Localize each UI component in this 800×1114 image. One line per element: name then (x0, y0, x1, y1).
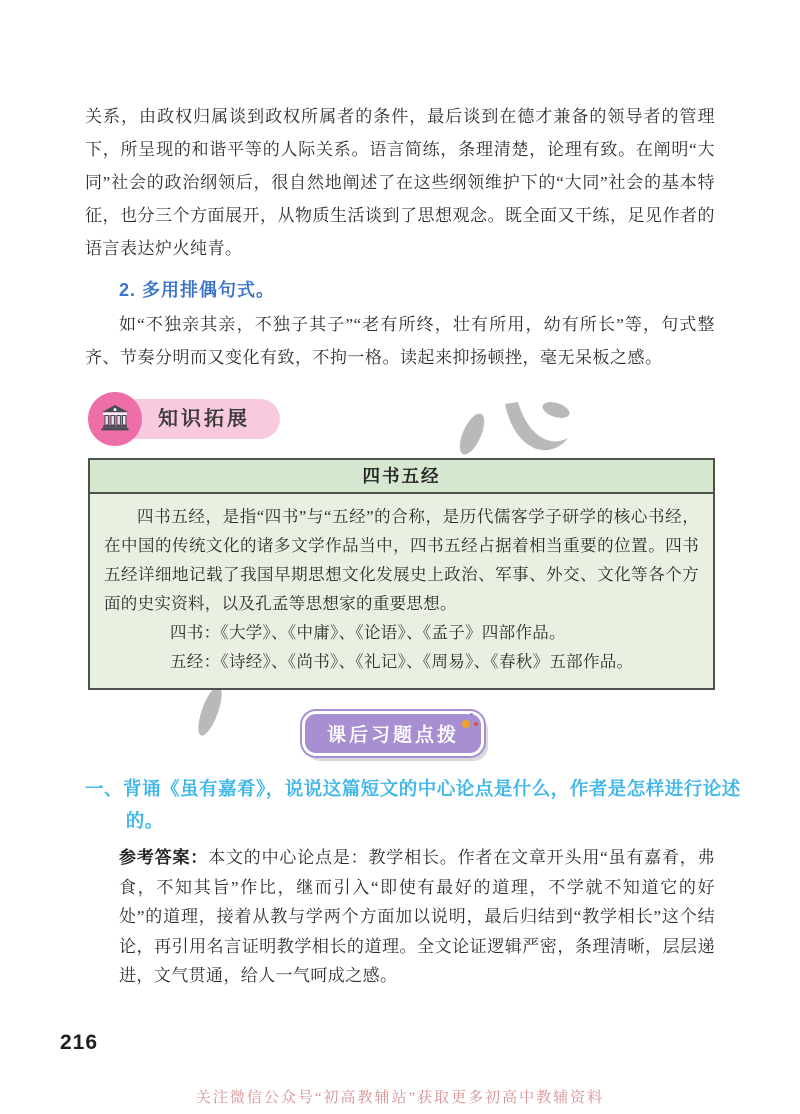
question-1-text: 背诵《虽有嘉肴》，说说这篇短文的中心论点是什么，作者是怎样进行论述的。 (123, 778, 741, 831)
analysis-paragraph-1: 关系，由政权归属谈到政权所属者的条件，最后谈到在德才兼备的领导者的管理下，所呈现的和谐平等的人际关系。语言简练，条理清楚，论理有致。在阐明“大同”社会的政治纲领后，很自然地阐述了在这些纲领维护下的“大同”社会的基本特征，也分三个方面展开，从物质生活谈到了思想观念。既全面又干练，足见作者的语言表达炉火纯青。 (85, 107, 715, 258)
knowledge-box-title: 四书五经 (90, 460, 713, 494)
exercise-tips-badge: 课后习题点拨 (302, 711, 484, 756)
five-classics-line: 五经：《诗经》、《尚书》、《礼记》、《周易》、《春秋》五部作品。 (170, 652, 634, 671)
knowledge-box-body (90, 494, 713, 688)
reference-answer (119, 843, 715, 991)
badge-circle (88, 392, 142, 446)
knowledge-box (88, 458, 715, 690)
question-1-heading (85, 773, 771, 837)
answer-label: 参考答案： (119, 848, 209, 867)
watermark-stroke-top (400, 396, 610, 460)
point2-body: 如“不独亲其亲，不独子其子”“老有所终，壮有所用，幼有所长”等，句式整齐、节奏分明而又变化有致，不拘一格。读起来抑扬顿挫，毫无呆板之感。 (85, 315, 715, 367)
knowledge-expansion-label: 知识拓展 (114, 399, 280, 439)
page-number: 216 (60, 1031, 99, 1054)
question-1-marker: 一、 (85, 778, 124, 799)
knowledge-expansion-badge (88, 392, 280, 446)
knowledge-box-paragraph: 四书五经，是指“四书”与“五经”的合称，是历代儒客学子研学的核心书经，在中国的传统文化的诸多文学作品当中，四书五经占据着相当重要的位置。四书五经详细地记载了我国早期思想文化发展史上政治、军事、外交、文化等各个方面的史实资料，以及孔孟等思想家的重要思想。 (104, 507, 699, 613)
footer-note: 关注微信公众号“初高教辅站”获取更多初高中教辅资料 (195, 1090, 605, 1106)
answer-body: 本文的中心论点是：教学相长。作者在文章开头用“虽有嘉肴，弗食，不知其旨”作比，继而引入“即使有最好的道理，不学就不知道它的好处”的道理，接着从教与学两个方面加以说明，最后归结到“教学相长”这个结论，再引用名言证明教学相长的道理。全文论证逻辑严密，条理清晰，层层递进，文气贯通，给人一气呵成之感。 (119, 848, 715, 985)
sparkle-icon (460, 712, 484, 732)
point2-heading: 2. 多用排偶句式。 (119, 280, 276, 300)
bank-building-icon (99, 401, 131, 438)
four-books-line: 四书：《大学》、《中庸》、《论语》、《孟子》四部作品。 (170, 623, 566, 642)
